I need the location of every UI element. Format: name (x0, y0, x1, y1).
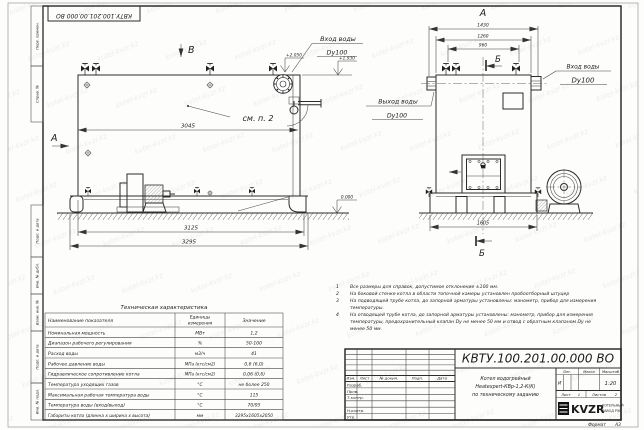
stamp-doc-number: КВТУ.100.201.00.000 ВО (55, 12, 133, 19)
format-label: Формат (588, 423, 606, 428)
table-cell: 115 (249, 393, 259, 399)
table-cell: 3295х1605х2050 (235, 414, 273, 419)
table-cell: °С (197, 393, 203, 399)
table-cell: % (197, 341, 203, 347)
tb-sheets-label: Листов (591, 391, 607, 397)
tb-lit-value: И (558, 381, 562, 387)
note-text: Все размеры для справок, допустимое отклонение ±100 мм. (350, 285, 499, 290)
note-number: 1 (336, 285, 339, 290)
front-inlet-size: Dy100 (571, 76, 595, 85)
tb-col-podp: Подп. (411, 375, 424, 381)
tb-col-data: Дата (437, 375, 447, 381)
view-label-b: В (188, 45, 195, 56)
view-label-a: А (51, 133, 58, 144)
table-cell: 50-100 (246, 341, 262, 347)
table-cell: не более 250 (238, 383, 270, 388)
side-strip-label: Подп. и дата (35, 218, 40, 244)
table-cell: мм (196, 414, 204, 419)
note-number: 2 (336, 292, 339, 297)
side-strip-label: Подп. и дата (35, 344, 40, 370)
dim-3295: 3295 (181, 239, 197, 246)
note-text: На отводящей трубе котла, до запорной арматуры установлены: манометр, прибор для измерения (350, 313, 593, 318)
table-cell: 0,6 (6,0) (244, 362, 264, 368)
front-view-label: А (479, 8, 487, 19)
dim-3045: 3045 (180, 123, 196, 130)
tb-sheet-value: 1 (577, 391, 581, 397)
tb-sheet-label: Лист (561, 391, 571, 397)
section-label-top: Б (495, 55, 501, 65)
tb-sheets-value: 2 (614, 391, 618, 397)
side-strip-label: Инв. № подл. (35, 388, 40, 415)
front-inlet-label: Вход воды (566, 64, 600, 71)
table-cell: м3/ч (194, 352, 206, 357)
dim-1260: 1260 (477, 34, 489, 40)
tb-col-ndocum: № докум. (379, 375, 399, 381)
front-outlet-label: Выход воды (378, 98, 418, 106)
tb-lit-header: Лит. (562, 370, 572, 374)
table-cell: °С (197, 403, 203, 409)
callout-see-p2: см. п. 2 (242, 114, 274, 123)
note-text: температуры, предохранительный клапан Dy не менее 50 мм и отвод с обратным клапаном Dy не (350, 320, 592, 325)
side-strip-label: Перв. примен. (35, 22, 40, 50)
note-text: температуры. (350, 306, 384, 311)
side-strip-label: Справ. № (35, 85, 40, 103)
table-cell: МПа (кгс/см2) (184, 361, 216, 367)
side-strip-label: Инв. № дубл. (35, 262, 40, 289)
table-cell: 1,2 (250, 331, 258, 337)
tech-table-title: Техническая характеристика (120, 305, 208, 311)
kvzr-logo-text: KVZR (571, 403, 605, 416)
table-cell: Диапазон рабочего регулирования (48, 341, 132, 347)
format-value: А3 (615, 423, 621, 428)
table-header: измерения (187, 321, 213, 327)
side-strip-label: Взам. инв. № (35, 299, 40, 326)
tb-mass-header: Масса (583, 370, 595, 374)
table-cell: МВт (195, 331, 205, 337)
tb-row-utv: Утв. (347, 414, 356, 420)
note-number: 3 (336, 299, 339, 304)
tb-doc-number: КВТУ.100.201.00.000 ВО (461, 351, 615, 366)
note-text: менее 50 мм. (350, 327, 383, 332)
table-cell: Температура уходящих газов (48, 383, 119, 388)
dim-1430: 1430 (477, 23, 489, 29)
logo-caption: ЗАВОД РЭП (602, 409, 622, 413)
tb-scale-header: Масштаб (601, 370, 620, 374)
elev-inlet: +2.050 (286, 53, 302, 59)
table-cell: Максимальная рабочая температура воды (48, 393, 150, 399)
tb-title-line: по техническому заданию (472, 393, 539, 398)
tb-row-prov: Пров. (347, 388, 359, 394)
logo-caption: КОТЕЛЬНЫЙ (602, 403, 624, 408)
tb-row-tkontr: Т.контр. (347, 395, 364, 401)
table-cell: Рабочее давление воды (48, 362, 105, 368)
tb-row-nkontr: Н.контр. (347, 408, 365, 413)
table-cell: Габариты котла (длинна х ширина х высота) (48, 414, 150, 419)
table-cell: Гидравлическое сопротивление котла (48, 372, 140, 378)
tb-col-list: Лист (359, 375, 370, 381)
dim-960: 960 (478, 43, 488, 49)
elev-top: +1.930 (339, 56, 355, 62)
table-cell: Номинальная мощность (48, 331, 106, 337)
dim-1605: 1605 (476, 221, 490, 227)
table-cell: °С (197, 383, 203, 388)
table-cell: Расход воды (48, 352, 78, 357)
table-cell: Температура воды (вход/выход) (48, 403, 126, 409)
table-header: Наименование показателя (48, 319, 114, 324)
note-text: На боковой стенке котла в области топочной камеры установлен пробоотборный штуцер (350, 292, 570, 297)
table-cell: 41 (251, 352, 257, 357)
dim-3125: 3125 (183, 225, 199, 232)
front-outlet-size: Dy100 (386, 112, 408, 120)
table-cell: МПа (кгс/см2) (184, 371, 216, 377)
section-label-bottom: Б (479, 249, 485, 259)
inlet-label: Вход воды (320, 35, 356, 43)
table-cell: 0,06 (0,6) (242, 372, 266, 378)
tb-scale-value: 1:20 (604, 381, 617, 387)
note-text: На подводящей трубе котла, до запорной арматуры установлены: манометр, прибор для измерения (350, 299, 597, 304)
table-header: Значение (242, 319, 266, 324)
table-cell: 70/95 (247, 403, 261, 409)
tb-col-izm: Изм. (346, 375, 356, 381)
note-number: 4 (336, 313, 339, 318)
elev-zero: 0.000 (340, 195, 354, 201)
table-header: Единицы (189, 315, 211, 321)
tb-title-line: Котел водогрейный (480, 377, 531, 382)
tb-row-razrab: Разраб. (347, 382, 363, 388)
tb-title-line: Heatexpert-КВр-1,2-К(К) (475, 385, 536, 390)
inlet-size-label: Dy100 (326, 48, 348, 57)
